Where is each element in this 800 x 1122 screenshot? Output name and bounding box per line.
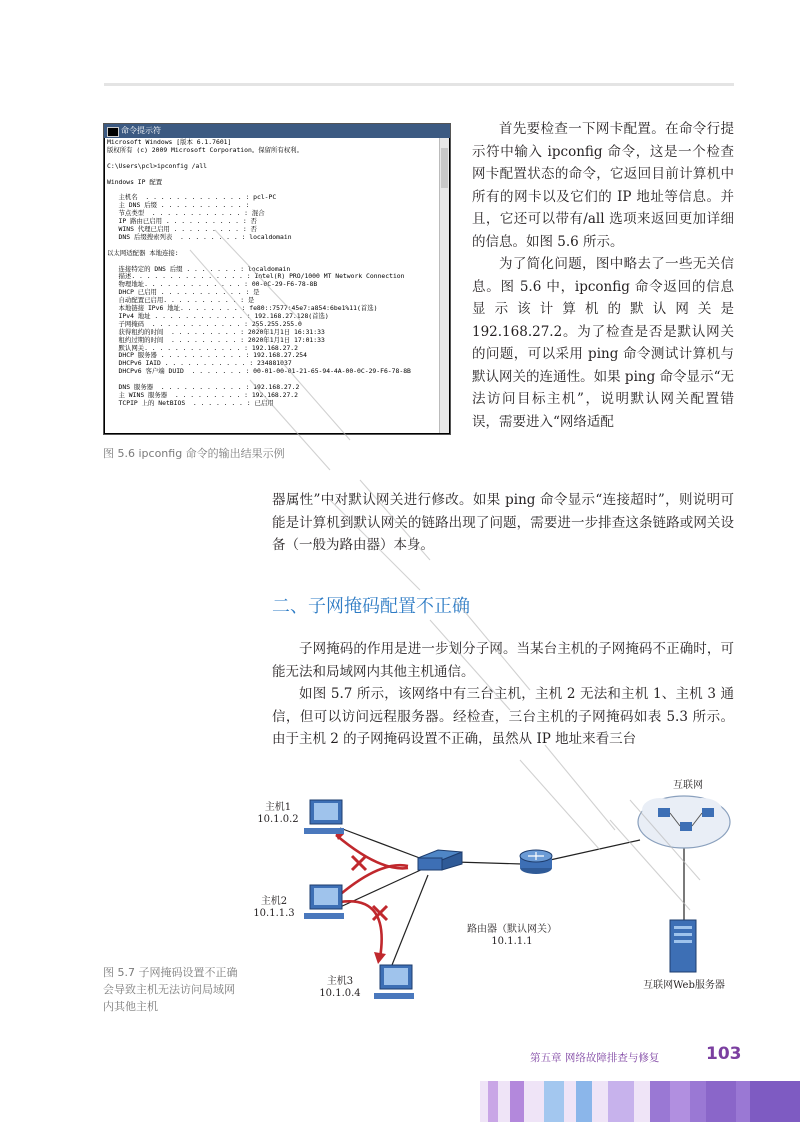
- right-column-text: [472, 118, 734, 433]
- console-titlebar: [104, 124, 450, 138]
- switch-icon: [418, 850, 462, 870]
- paragraph: 为了简化问题，图中略去了一些无关信息。图 5.6 中，ipconfig 命令返回的信息显示该计算机的默认网关是 192.168.27.2。为了检查是否是默认网关的问题，可以采用 ping 命令测试计算机与默认网关的连通性。如果 ping 命令显示“无法访问目标主机”，说明默认网关配置错误，需要进入“网络适配: [472, 256, 734, 430]
- arrow-host2: [336, 865, 408, 898]
- computer-icon: [304, 885, 344, 919]
- section-text: [272, 638, 734, 751]
- router-name: 路由器（默认网关）: [467, 924, 557, 935]
- console-title: 命令提示符: [121, 126, 161, 135]
- host3-name: 主机3: [326, 976, 354, 987]
- host1-label: [248, 802, 308, 826]
- router-label: [452, 924, 572, 948]
- server-label: 互联网Web服务器: [643, 980, 725, 991]
- paragraph: 如图 5.7 所示，该网络中有三台主机，主机 2 无法和主机 1、主机 3 通信，但可以访问远程服务器。经检查，三台主机的子网掩码如表 5.3 所示。由于主机 2 的子网掩码设置不正确，虽然从 IP 地址来看三台: [272, 686, 734, 747]
- host1-name: 主机1: [264, 802, 292, 813]
- footer-chapter-title: 第五章 网络故障排查与修复: [530, 1052, 660, 1064]
- figure-5-6-caption: 图 5.6 ipconfig 命令的输出结果示例: [103, 447, 285, 460]
- figure-5-7-caption: 图 5.7 子网掩码设置不正确会导致主机无法访问局域网内其他主机: [103, 966, 238, 1013]
- computer-icon: [374, 965, 414, 999]
- console-output: Microsoft Windows [版本 6.1.7601] 版权所有 (c) 2009 Microsoft Corporation。保留所有权利。 C:\Users\pcl>ipconfig /all Windows IP 配置 主机名 . . . . . . . . . . . . . : pcl-PC 主 DNS 后缀 . . . . . . . . . . . : 节点类型 . . . . . . . . . . . . : 混合 IP 路由已启用 . . . . . . . . . . : 否 WINS 代理已启用 . . . . . . . . . : 否 DNS 后缀搜索列表 . . . . . . . . : localdomain 以太网适配器 本地连接: 连接特定的 DNS 后缀 . . . . . . . : localdomain 描述. . . . . . . . . . . . . . . : Intel(R) PRO/1000 MT Network Connection 物理地址. . . . . . . . . . . . . : 00-0C-29-F6-78-8B DHCP 已启用 . . . . . . . . . . . : 是 自动配置已启用. . . . . . . . . . : 是 本地链接 IPv6 地址. . . . . . . . : fe80::7577:45e7:a854:6be1%11(首选) IPv4 地址 . . . . . . . . . . . . : 192.168.27.128(首选) 子网掩码 . . . . . . . . . . . . : 255.255.255.0 获得租约的时间 . . . . . . . . . : 2020年1月1日 16:31:33 租约过期的时间 . . . . . . . . . : 2020年1月1日 17:01:33 默认网关. . . . . . . . . . . . . : 192.168.27.2 DHCP 服务器 . . . . . . . . . . . : 192.168.27.254 DHCPv6 IAID . . . . . . . . . . . : 234881037 DHCPv6 客户端 DUID . . . . . . . : 00-01-00-01-21-65-94-4A-00-0C-29-F6-78-8B DNS 服务器 . . . . . . . . . . . : 192.168.27.2 主 WINS 服务器 . . . . . . . . . : 192.168.27.2 TCPIP 上的 NetBIOS . . . . . . . : 已启用: [105, 138, 439, 433]
- host1-ip: 10.1.0.2: [257, 814, 299, 825]
- header-rule: [104, 83, 734, 86]
- link-switch-router: [455, 862, 522, 864]
- console-icon: [107, 127, 119, 137]
- link-host3-switch: [390, 875, 428, 970]
- continued-paragraph: 器属性”中对默认网关进行修改。如果 ping 命令显示“连接超时”，则说明可能是计算机到默认网关的链路出现了问题，需要进一步排查这条链路或网关设备（一般为路由器）本身。: [272, 492, 734, 553]
- host3-label: [310, 976, 370, 1000]
- scroll-thumb[interactable]: [441, 148, 448, 188]
- host2-ip: 10.1.1.3: [253, 908, 295, 919]
- network-diagram: [240, 780, 740, 1010]
- link-host1-switch: [340, 828, 425, 860]
- internet-cloud-icon: [638, 796, 730, 848]
- console-window: [103, 123, 451, 435]
- router-ip: 10.1.1.1: [491, 936, 533, 947]
- console-scrollbar[interactable]: [439, 138, 449, 433]
- router-icon: [520, 850, 552, 874]
- host2-name: 主机2: [260, 896, 288, 907]
- footer-color-bars: [480, 1075, 800, 1122]
- paragraph: 首先要检查一下网卡配置。在命令行提示符中输入 ipconfig 命令，这是一个检查网卡配置状态的命令，它返回目前计算机中所有的网卡以及它们的 IP 地址等信息。并且，它还可以带有/all 选项来返回更加详细的信息。如图 5.6 所示。: [472, 121, 734, 250]
- internet-label: 互联网: [673, 780, 703, 791]
- paragraph: 子网掩码的作用是进一步划分子网。当某台主机的子网掩码不正确时，可能无法和局域网内其他主机通信。: [272, 641, 734, 680]
- section-heading: 二、子网掩码配置不正确: [272, 596, 470, 617]
- link-router-internet: [550, 840, 640, 860]
- cross-icon: [352, 856, 366, 870]
- computer-icon: [304, 800, 344, 834]
- host3-ip: 10.1.0.4: [319, 988, 361, 999]
- host2-label: [244, 896, 304, 920]
- page-number: 103: [706, 1044, 742, 1064]
- server-icon: [670, 920, 696, 972]
